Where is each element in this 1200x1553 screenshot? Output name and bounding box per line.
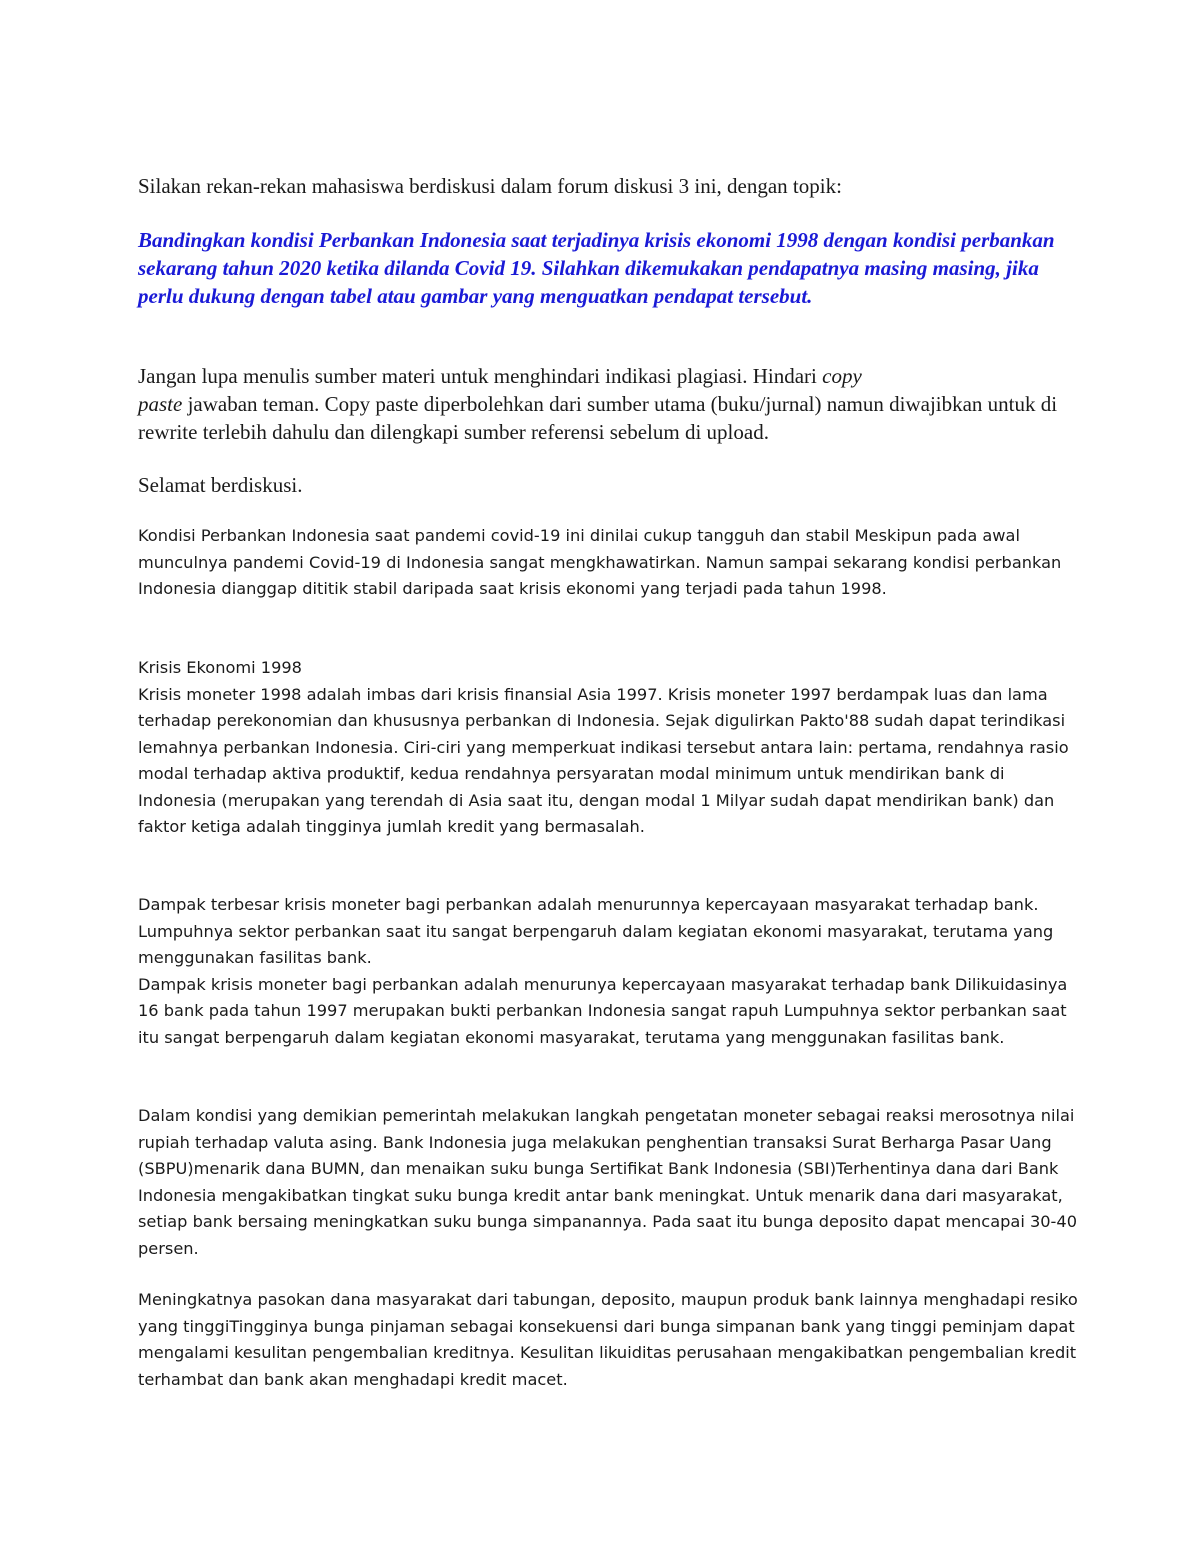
discussion-topic: Bandingkan kondisi Perbankan Indonesia saat terjadinya krisis ekonomi 1998 dengan kondisi perbankan sekarang tahun 2020 ketika dilanda Covid 19. Silahkan dikemukakan pendapatnya masing masing, jika perlu dukung dengan tabel atau gambar yang menguatkan pendapat tersebut. bbox=[138, 228, 1055, 308]
closing-text: Selamat berdiskusi. bbox=[138, 473, 303, 497]
answer-paragraph-3 bbox=[138, 892, 1078, 1051]
answer-paragraph-5: Meningkatnya pasokan dana masyarakat dari tabungan, deposito, maupun produk bank lainnya menghadapi resiko yang tinggiTingginya bunga pinjaman sebagai konsekuensi dari bunga simpanan bank yang tinggi peminjam dapat mengalami kesulitan pengembalian kreditnya. Kesulitan likuiditas perusahaan mengakibatkan pengembalian kredit terhambat dan bank akan menghadapi kredit macet. bbox=[138, 1290, 1078, 1389]
answer-paragraph-2: Krisis moneter 1998 adalah imbas dari krisis finansial Asia 1997. Krisis moneter 1997 berdampak luas dan lama terhadap perekonomian dan khususnya perbankan di Indonesia. Sejak digulirkan Pakto'88 sudah dapat terindikasi lemahnya perbankan Indonesia. Ciri-ciri yang memperkuat indikasi tersebut antara lain: pertama, rendahnya rasio modal terhadap aktiva produktif, kedua rendahnya persyaratan modal minimum untuk mendirikan bank di Indonesia (merupakan yang terendah di Asia saat itu, dengan modal 1 Milyar sudah dapat mendirikan bank) dan faktor ketiga adalah tingginya jumlah kredit yang bermasalah. bbox=[138, 684, 1069, 836]
answer-paragraph-3a: Dampak terbesar krisis moneter bagi perbankan adalah menurunnya kepercayaan masyarakat terhadap bank. Lumpuhnya sektor perbankan saat itu sangat berpengaruh dalam kegiatan ekonomi masyarakat, terutama yang menggunakan fasilitas bank. bbox=[138, 895, 1054, 967]
reminder-part-2: jawaban teman. Copy paste diperbolehkan dari sumber utama (buku/jurnal) namun diwajibkan untuk di rewrite terlebih dahulu dan dilengkapi sumber referensi sebelum di upload. bbox=[138, 392, 1058, 444]
answer-paragraph-3b: Dampak krisis moneter bagi perbankan adalah menurunya kepercayaan masyarakat terhadap bank Dilikuidasinya 16 bank pada tahun 1997 merupakan bukti perbankan Indonesia sangat rapuh Lumpuhnya sektor perbankan saat itu sangat berpengaruh dalam kegiatan ekonomi masyarakat, terutama yang menggunakan fasilitas bank. bbox=[138, 974, 1068, 1047]
reminder-italic-paste: paste bbox=[138, 392, 183, 416]
reminder-italic-copy: copy bbox=[822, 364, 862, 388]
intro-text: Silakan rekan-rekan mahasiswa berdiskusi dalam forum diskusi 3 ini, dengan topik: bbox=[138, 174, 842, 198]
answer-paragraph-1: Kondisi Perbankan Indonesia saat pandemi covid-19 ini dinilai cukup tangguh dan stabil Meskipun pada awal munculnya pandemi Covid-19 di Indonesia sangat mengkhawatirkan. Namun sampai sekarang kondisi perbankan Indonesia dianggap dititik stabil daripada saat krisis ekonomi yang terjadi pada tahun 1998. bbox=[138, 526, 1062, 598]
answer-section bbox=[138, 655, 1078, 841]
answer-paragraph-4: Dalam kondisi yang demikian pemerintah melakukan langkah pengetatan moneter sebagai reaksi merosotnya nilai rupiah terhadap valuta asing. Bank Indonesia juga melakukan penghentian transaksi Surat Berharga Pasar Uang (SBPU)menarik dana BUMN, dan menaikan suku bunga Sertifikat Bank Indonesia (SBI)Terhentinya dana dari Bank Indonesia mengakibatkan tingkat suku bunga kredit antar bank meningkat. Untuk menarik dana dari masyarakat, setiap bank bersaing meningkatkan suku bunga simpanannya. Pada saat itu bunga deposito dapat mencapai 30-40 persen. bbox=[138, 1106, 1078, 1258]
reminder-text bbox=[138, 362, 1058, 446]
section-heading: Krisis Ekonomi 1998 bbox=[138, 658, 302, 677]
reminder-part-1: Jangan lupa menulis sumber materi untuk menghindari indikasi plagiasi. Hindari bbox=[138, 364, 823, 388]
